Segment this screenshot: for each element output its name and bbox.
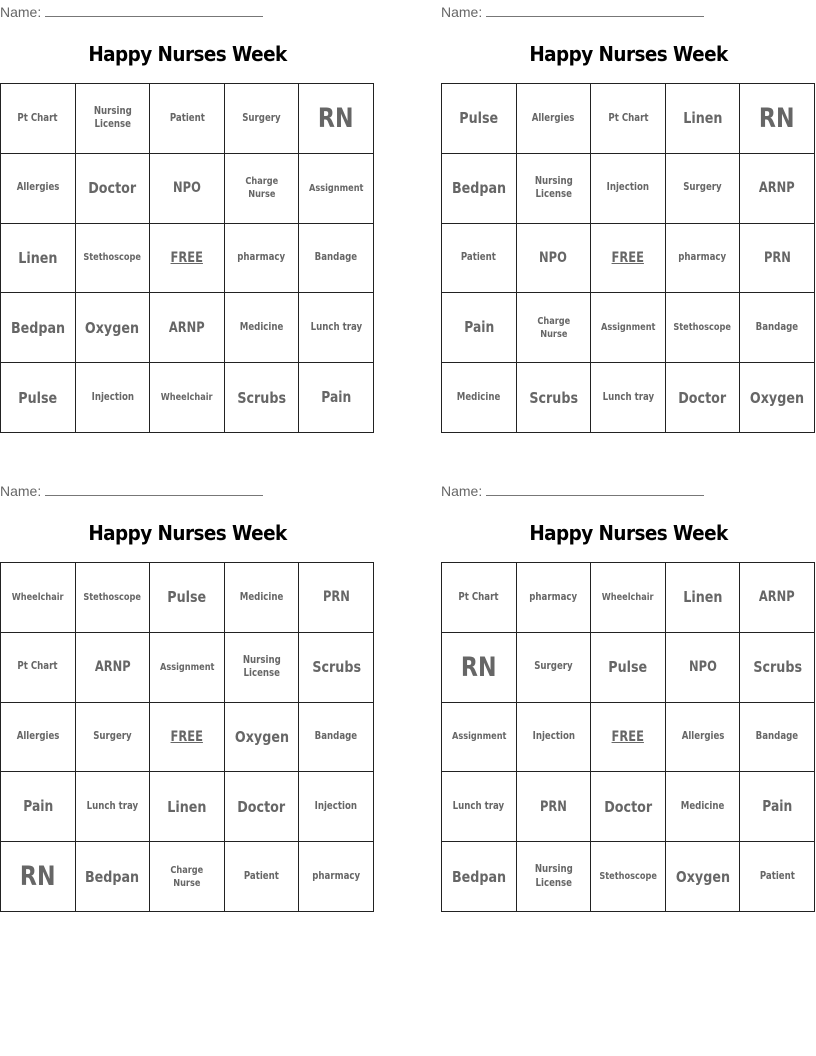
bingo-word: Assignment — [600, 322, 656, 334]
bingo-cell — [150, 842, 225, 912]
bingo-cell — [225, 224, 300, 294]
bingo-cell — [1, 224, 76, 294]
bingo-grid — [0, 562, 374, 912]
bingo-cell — [740, 563, 815, 633]
bingo-word: Lunch tray — [453, 799, 505, 812]
bingo-word: Stethoscope — [599, 871, 657, 883]
bingo-word: FREE — [170, 728, 204, 745]
bingo-cell — [1, 293, 76, 363]
bingo-word: Wheelchair — [161, 392, 213, 404]
bingo-cell — [1, 84, 76, 154]
bingo-cell — [442, 633, 517, 703]
bingo-word: Scrubs — [237, 388, 286, 407]
bingo-cell — [225, 154, 300, 224]
bingo-word: Lunch tray — [310, 320, 362, 333]
bingo-cell — [299, 154, 374, 224]
bingo-cell — [591, 842, 666, 912]
bingo-cell — [740, 363, 815, 433]
name-label: Name: — [0, 4, 42, 20]
bingo-cell — [299, 293, 374, 363]
bingo-cell — [150, 224, 225, 294]
bingo-cell — [666, 633, 741, 703]
name-blank-line[interactable] — [45, 2, 263, 17]
bingo-word: RN — [759, 102, 795, 134]
bingo-word: Linen — [18, 248, 58, 267]
bingo-word: Injection — [315, 799, 358, 812]
bingo-cell — [591, 293, 666, 363]
bingo-cell — [517, 293, 592, 363]
bingo-word: Allergies — [681, 730, 724, 743]
bingo-word: pharmacy — [237, 251, 286, 264]
bingo-cell — [666, 772, 741, 842]
bingo-word: Oxygen — [675, 867, 730, 886]
bingo-cell — [76, 633, 151, 703]
bingo-cell — [1, 563, 76, 633]
bingo-cell — [517, 633, 592, 703]
bingo-word: Pulse — [18, 388, 58, 407]
bingo-word: PRN — [322, 589, 350, 606]
name-label: Name: — [441, 4, 483, 20]
bingo-word: Pt Chart — [607, 111, 649, 124]
bingo-grid — [0, 83, 374, 433]
bingo-word: Assignment — [451, 731, 507, 743]
bingo-word: Patient — [461, 251, 497, 264]
bingo-cell — [591, 154, 666, 224]
bingo-word: Pain — [321, 387, 352, 406]
bingo-cell — [1, 703, 76, 773]
bingo-word: ARNP — [94, 659, 131, 676]
bingo-cell — [517, 224, 592, 294]
bingo-word: Bandage — [755, 320, 799, 333]
bingo-word: Doctor — [604, 797, 652, 816]
bingo-cell — [299, 363, 374, 433]
bingo-cell — [666, 84, 741, 154]
bingo-cell — [517, 703, 592, 773]
bingo-cell — [76, 293, 151, 363]
bingo-cell — [150, 563, 225, 633]
bingo-word: Pulse — [608, 658, 648, 677]
bingo-cell — [591, 772, 666, 842]
bingo-word: Surgery — [683, 181, 722, 194]
bingo-word: FREE — [611, 728, 645, 745]
bingo-cell — [1, 154, 76, 224]
bingo-cell — [442, 842, 517, 912]
bingo-word: Bedpan — [85, 867, 140, 886]
bingo-word: Allergies — [16, 730, 60, 743]
bingo-cell — [76, 224, 151, 294]
bingo-word: Charge Nurse — [170, 864, 204, 889]
bingo-word: RN — [318, 102, 354, 134]
bingo-cell — [150, 772, 225, 842]
bingo-cell — [442, 703, 517, 773]
bingo-cell — [591, 363, 666, 433]
bingo-cell — [442, 772, 517, 842]
bingo-word: ARNP — [759, 180, 796, 197]
bingo-word: Injection — [532, 730, 575, 743]
bingo-word: FREE — [170, 249, 204, 266]
bingo-word: RN — [460, 651, 497, 683]
bingo-cell — [76, 772, 151, 842]
bingo-cell — [517, 842, 592, 912]
bingo-word: Nursing License — [534, 174, 573, 201]
bingo-cell — [666, 363, 741, 433]
bingo-cell — [442, 293, 517, 363]
bingo-word: PRN — [763, 249, 791, 266]
name-field — [441, 2, 704, 20]
bingo-word: Doctor — [88, 179, 137, 198]
bingo-word: Assignment — [308, 182, 364, 194]
bingo-cell — [517, 154, 592, 224]
card-title: Happy Nurses Week — [88, 42, 287, 66]
bingo-word: ARNP — [169, 319, 205, 336]
bingo-word: Linen — [167, 797, 207, 816]
bingo-word: NPO — [688, 659, 717, 676]
bingo-word: Assignment — [159, 661, 215, 673]
bingo-word: NPO — [539, 249, 568, 266]
bingo-word: Medicine — [239, 590, 284, 603]
bingo-word: Scrubs — [529, 388, 578, 407]
bingo-word: Pain — [762, 797, 793, 816]
bingo-cell — [299, 703, 374, 773]
bingo-word: Oxygen — [234, 727, 289, 746]
bingo-cell — [442, 154, 517, 224]
bingo-cell — [150, 293, 225, 363]
bingo-cell — [76, 363, 151, 433]
bingo-cell — [76, 563, 151, 633]
name-field — [0, 481, 263, 499]
bingo-word: ARNP — [759, 589, 796, 606]
bingo-word: Bedpan — [451, 179, 506, 198]
bingo-cell — [225, 563, 300, 633]
bingo-word: Charge Nurse — [536, 315, 570, 340]
bingo-word: Pulse — [459, 109, 499, 128]
bingo-word: RN — [19, 861, 56, 893]
bingo-cell — [225, 84, 300, 154]
name-blank-line[interactable] — [486, 2, 704, 17]
bingo-cell — [299, 563, 374, 633]
bingo-cell — [1, 633, 76, 703]
bingo-word: Linen — [683, 588, 723, 607]
bingo-word: Wheelchair — [11, 591, 64, 603]
bingo-cell — [299, 772, 374, 842]
bingo-word: Scrubs — [752, 658, 802, 677]
bingo-cell — [740, 84, 815, 154]
bingo-cell — [740, 633, 815, 703]
bingo-cell — [76, 84, 151, 154]
bingo-cell — [150, 84, 225, 154]
bingo-cell — [76, 703, 151, 773]
bingo-word: Lunch tray — [602, 390, 654, 403]
bingo-cell — [740, 703, 815, 773]
bingo-cell — [666, 842, 741, 912]
bingo-cell — [442, 363, 517, 433]
bingo-word: Medicine — [239, 320, 284, 333]
bingo-word: Injection — [91, 390, 134, 403]
bingo-word: Surgery — [242, 111, 281, 124]
bingo-cell — [1, 842, 76, 912]
bingo-cell — [666, 293, 741, 363]
bingo-word: Stethoscope — [83, 591, 142, 603]
bingo-cell — [150, 363, 225, 433]
bingo-word: Lunch tray — [86, 799, 139, 812]
bingo-word: Pulse — [167, 588, 207, 607]
bingo-word: FREE — [611, 249, 645, 266]
bingo-word: Patient — [244, 869, 280, 882]
bingo-cell — [150, 154, 225, 224]
bingo-cell — [225, 293, 300, 363]
name-label: Name: — [441, 483, 483, 499]
bingo-word: pharmacy — [529, 590, 578, 603]
name-blank-line[interactable] — [45, 481, 263, 496]
bingo-grid — [441, 562, 815, 912]
bingo-cell — [150, 633, 225, 703]
bingo-cell — [76, 154, 151, 224]
name-field — [0, 2, 263, 20]
bingo-word: Patient — [759, 869, 795, 882]
bingo-cell — [517, 772, 592, 842]
bingo-word: Nursing License — [242, 653, 281, 680]
bingo-word: Pt Chart — [17, 660, 58, 673]
bingo-word: Oxygen — [750, 388, 805, 407]
bingo-cell — [517, 363, 592, 433]
bingo-cell — [666, 563, 741, 633]
bingo-word: Scrubs — [311, 658, 361, 677]
bingo-word: Bandage — [314, 251, 358, 264]
bingo-word: Pt Chart — [17, 111, 58, 124]
bingo-cell — [591, 633, 666, 703]
bingo-word: Wheelchair — [602, 591, 654, 603]
bingo-cell — [442, 84, 517, 154]
bingo-cell — [225, 703, 300, 773]
bingo-word: Bandage — [314, 730, 358, 743]
bingo-word: Oxygen — [85, 318, 140, 337]
bingo-word: Stethoscope — [673, 322, 732, 334]
bingo-word: PRN — [539, 798, 567, 815]
card-title: Happy Nurses Week — [529, 42, 728, 66]
card-title: Happy Nurses Week — [529, 521, 728, 545]
bingo-cell — [740, 772, 815, 842]
bingo-cell — [740, 842, 815, 912]
bingo-cell — [1, 363, 76, 433]
card-title: Happy Nurses Week — [88, 521, 287, 545]
bingo-cell — [666, 224, 741, 294]
bingo-cell — [740, 154, 815, 224]
bingo-cell — [591, 84, 666, 154]
bingo-cell — [150, 703, 225, 773]
bingo-word: Pain — [463, 318, 494, 337]
bingo-word: NPO — [173, 180, 201, 197]
bingo-word: Injection — [606, 181, 650, 194]
bingo-word: Medicine — [457, 390, 501, 403]
bingo-word: Pain — [22, 797, 53, 816]
bingo-word: pharmacy — [678, 251, 727, 264]
bingo-cell — [299, 633, 374, 703]
bingo-grid — [441, 83, 815, 433]
bingo-cell — [442, 224, 517, 294]
bingo-cell — [591, 703, 666, 773]
bingo-cell — [225, 633, 300, 703]
bingo-word: Pt Chart — [458, 590, 499, 603]
name-blank-line[interactable] — [486, 481, 704, 496]
bingo-word: Surgery — [534, 660, 573, 673]
bingo-cell — [442, 563, 517, 633]
bingo-word: Stethoscope — [83, 252, 142, 264]
bingo-cell — [299, 84, 374, 154]
bingo-word: Patient — [169, 111, 205, 124]
bingo-cell — [740, 293, 815, 363]
bingo-word: pharmacy — [312, 869, 361, 882]
bingo-word: Allergies — [16, 181, 60, 194]
bingo-word: Doctor — [678, 388, 727, 407]
name-field — [441, 481, 704, 499]
bingo-cell — [225, 363, 300, 433]
bingo-cell — [591, 224, 666, 294]
bingo-word: Medicine — [680, 799, 725, 812]
bingo-cell — [517, 563, 592, 633]
bingo-cell — [740, 224, 815, 294]
bingo-word: Linen — [683, 109, 723, 128]
bingo-cell — [591, 563, 666, 633]
bingo-word: Bedpan — [451, 867, 506, 886]
bingo-word: Nursing License — [93, 104, 132, 131]
bingo-cell — [299, 842, 374, 912]
bingo-word: Allergies — [532, 111, 575, 124]
bingo-word: Surgery — [93, 730, 132, 743]
bingo-cell — [666, 154, 741, 224]
bingo-cell — [76, 842, 151, 912]
bingo-cell — [299, 224, 374, 294]
bingo-cell — [1, 772, 76, 842]
bingo-word: Nursing License — [534, 862, 573, 889]
bingo-word: Bandage — [755, 730, 799, 743]
bingo-cell — [666, 703, 741, 773]
bingo-word: Charge Nurse — [245, 176, 279, 201]
bingo-cell — [517, 84, 592, 154]
bingo-word: Bedpan — [10, 318, 65, 337]
name-label: Name: — [0, 483, 42, 499]
bingo-word: Doctor — [237, 797, 286, 816]
bingo-cell — [225, 842, 300, 912]
bingo-cell — [225, 772, 300, 842]
